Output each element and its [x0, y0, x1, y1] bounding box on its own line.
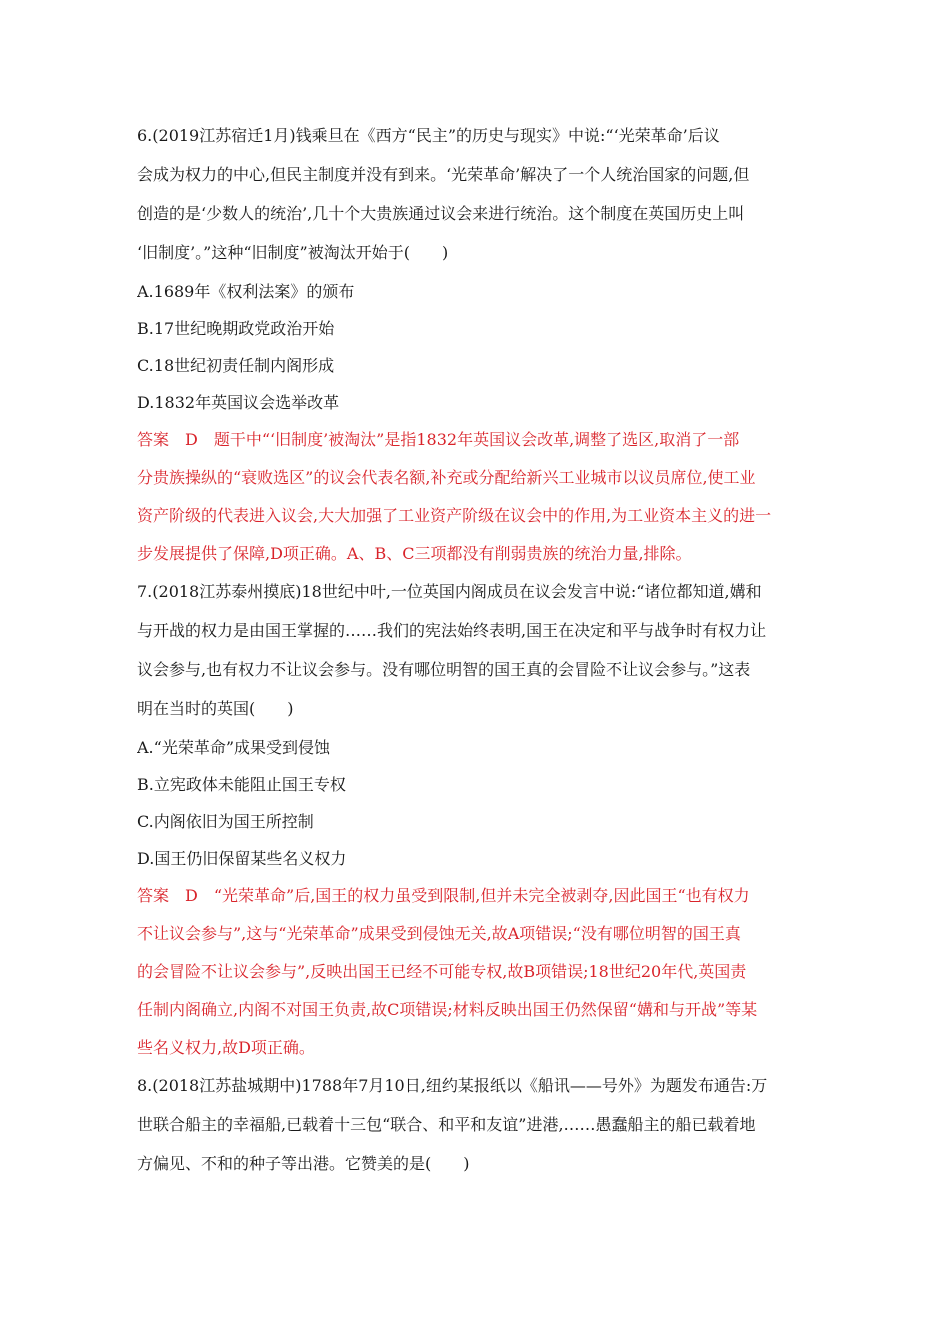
question-7-stem-line-1: 7.(2018江苏泰州摸底)18世纪中叶,一位英国内阁成员在议会发言中说:“诸位都知道,媾和 — [137, 582, 762, 601]
question-6-stem-line-1: 6.(2019江苏宿迁1月)钱乘旦在《西方“民主”的历史与现实》中说:“‘光荣革命’后议 — [137, 126, 720, 145]
question-7-option-d: D.国王仍旧保留某些名义权力 — [137, 849, 347, 868]
question-7-stem-line-3: 议会参与,也有权力不让议会参与。没有哪位明智的国王真的会冒险不让议会参与。”这表 — [137, 660, 751, 679]
question-8-stem-line-3: 方偏见、不和的种子等出港。它赞美的是( ) — [137, 1154, 470, 1173]
question-7-answer-line-5: 些名义权力,故D项正确。 — [137, 1038, 315, 1057]
question-6-answer-line-4: 步发展提供了保障,D项正确。A、B、C三项都没有削弱贵族的统治力量,排除。 — [137, 544, 692, 563]
question-7-option-b: B.立宪政体未能阻止国王专权 — [137, 775, 346, 794]
question-7-stem-line-4: 明在当时的英国( ) — [137, 699, 294, 718]
question-7 — [137, 578, 817, 1061]
question-7-answer-line-3: 的会冒险不让议会参与”,反映出国王已经不可能专权,故B项错误;18世纪20年代,英国责 — [137, 962, 747, 981]
question-7-answer-line-1: 答案 D “光荣革命”后,国王的权力虽受到限制,但并未完全被剥夺,因此国王“也有权力 — [137, 886, 750, 905]
question-6-stem-line-2: 会成为权力的中心,但民主制度并没有到来。‘光荣革命’解决了一个人统治国家的问题,但 — [137, 165, 750, 184]
question-8 — [137, 1072, 817, 1177]
question-6-option-b: B.17世纪晚期政党政治开始 — [137, 319, 335, 338]
document-content — [137, 122, 817, 1189]
question-7-option-a: A.“光荣革命”成果受到侵蚀 — [137, 738, 331, 757]
question-7-option-c: C.内阁依旧为国王所控制 — [137, 812, 314, 831]
question-7-stem-line-2: 与开战的权力是由国王掌握的……我们的宪法始终表明,国王在决定和平与战争时有权力让 — [137, 621, 767, 640]
question-8-stem-line-2: 世联合船主的幸福船,已载着十三包“联合、和平和友谊”进港,……愚蠢船主的船已载着地 — [137, 1115, 756, 1134]
question-6 — [137, 122, 817, 567]
question-6-answer-line-2: 分贵族操纵的“衰败选区”的议会代表名额,补充或分配给新兴工业城市以议员席位,使工业 — [137, 468, 756, 487]
question-6-answer-line-3: 资产阶级的代表进入议会,大大加强了工业资产阶级在议会中的作用,为工业资本主义的进一 — [137, 506, 772, 525]
question-6-stem-line-4: ‘旧制度’。”这种“旧制度”被淘汰开始于( ) — [137, 243, 449, 262]
question-6-option-d: D.1832年英国议会选举改革 — [137, 393, 340, 412]
question-8-stem-line-1: 8.(2018江苏盐城期中)1788年7月10日,纽约某报纸以《船讯——号外》为题发布通告:万 — [137, 1076, 768, 1095]
question-7-answer-line-2: 不让议会参与”,这与“光荣革命”成果受到侵蚀无关,故A项错误;“没有哪位明智的国王真 — [137, 924, 741, 943]
question-6-option-c: C.18世纪初责任制内阁形成 — [137, 356, 335, 375]
question-6-option-a: A.1689年《权利法案》的颁布 — [137, 282, 355, 301]
question-6-stem-line-3: 创造的是‘少数人的统治’,几十个大贵族通过议会来进行统治。这个制度在英国历史上叫 — [137, 204, 745, 223]
question-6-answer-line-1: 答案 D 题干中“‘旧制度’被淘汰”是指1832年英国议会改革,调整了选区,取消了一部 — [137, 430, 740, 449]
question-7-answer-line-4: 任制内阁确立,内阁不对国王负责,故C项错误;材料反映出国王仍然保留“媾和与开战”等某 — [137, 1000, 758, 1019]
